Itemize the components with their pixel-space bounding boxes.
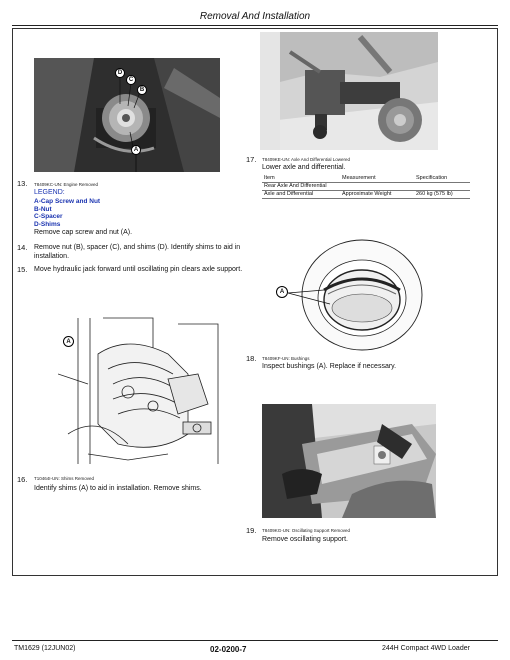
step-19-number: 19.: [246, 526, 257, 535]
table-row: [262, 190, 470, 198]
step-18-number: 18.: [246, 354, 257, 363]
callout-a: A: [63, 336, 74, 347]
step-13-caption: T8409KC-UN: Engine Removed: [34, 182, 99, 187]
step-16-caption: T10464I-UN: Shims Removed: [34, 476, 95, 481]
legend-title: LEGEND:: [34, 189, 65, 196]
step-18-text: Inspect bushings (A). Replace if necessary.: [262, 363, 397, 370]
callout-d: D: [115, 68, 125, 78]
header-rule: [12, 25, 498, 26]
footer-page-number: 02-0200-7: [210, 645, 247, 654]
table-header-cell: Measurement: [340, 174, 414, 182]
callout-a: A: [276, 286, 288, 298]
step-19-caption: T8409KG-UN: Oscillating Support Removed: [262, 528, 351, 533]
step-19-text: Remove oscillating support.: [262, 536, 348, 543]
step-15-number: 15.: [17, 265, 28, 274]
footer-product: 244H Compact 4WD Loader: [382, 645, 470, 652]
step-14-number: 14.: [17, 243, 28, 252]
footer-rule: [12, 640, 498, 641]
legend-item: C-Spacer: [34, 213, 63, 220]
table-cell: [340, 182, 414, 190]
step-17-number: 17.: [246, 155, 257, 164]
table-cell: 260 kg (575 lb): [414, 190, 470, 198]
step-18-caption: T8409KF-UN: Bushings: [262, 356, 310, 361]
legend-item: B-Nut: [34, 205, 52, 213]
table-cell: [414, 182, 470, 190]
table-header-cell: Item: [262, 174, 340, 182]
step-16-text: Identify shims (A) to aid in installation. Remove shims.: [34, 485, 202, 492]
spec-table: [262, 174, 470, 199]
table-cell: Approximate Weight: [340, 190, 414, 198]
step-13-text: Remove cap screw and nut (A).: [34, 229, 133, 236]
table-cell: Rear Axle And Differential: [262, 182, 340, 190]
footer-doc-id: TM1629 (12JUN02): [14, 645, 76, 652]
legend-item: D-Shims: [34, 220, 61, 228]
table-cell: Axle and Differential: [262, 190, 340, 198]
step-15-text: Move hydraulic jack forward until oscillating pin clears axle support.: [34, 266, 243, 273]
figure-oscillating-support: [262, 404, 436, 518]
callout-b: B: [137, 85, 147, 95]
step-17-text: Lower axle and differential.: [262, 164, 346, 171]
figure-axle-lowered: [260, 32, 438, 150]
figure-bushings: [270, 238, 438, 352]
step-13-number: 13.: [17, 179, 28, 188]
legend-item: A-Cap Screw and Nut: [34, 198, 101, 205]
step-16-number: 16.: [17, 475, 28, 484]
table-header-row: [262, 174, 470, 182]
table-header-cell: Specification: [414, 174, 470, 182]
callout-c: C: [126, 75, 136, 85]
figure-engine-removed: [34, 58, 220, 172]
table-row: [262, 182, 470, 190]
step-17-caption: T8409KE-UN: Axle And Differential Lowered: [262, 157, 350, 162]
callout-a: A: [131, 145, 141, 155]
page-header-title: Removal And Installation: [199, 11, 311, 22]
step-14-text: Remove nut (B), spacer (C), and shims (D). Identify shims to aid in installation.: [34, 244, 241, 260]
figure-shims-removed: [58, 314, 226, 466]
